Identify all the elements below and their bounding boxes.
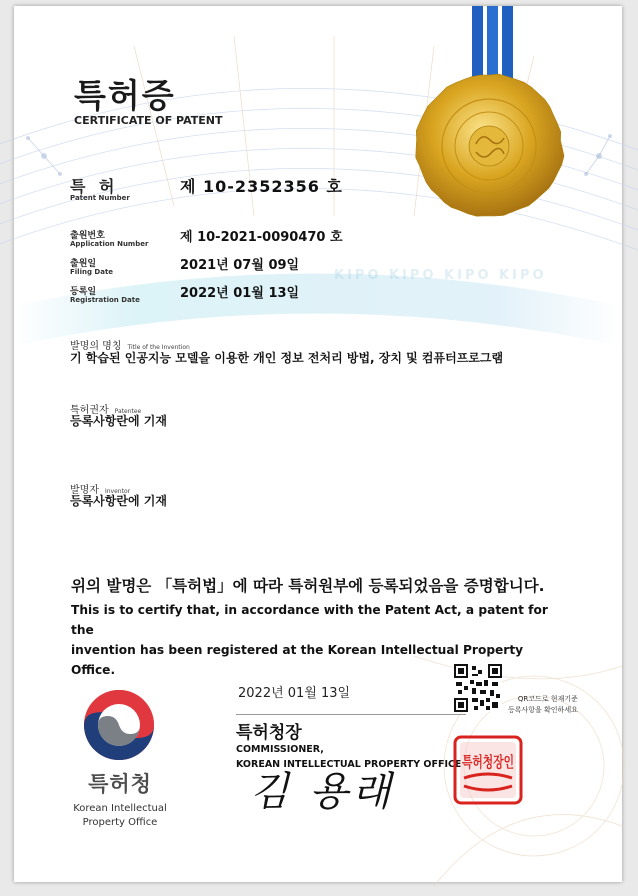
divider-line	[236, 714, 466, 715]
filing-date-label: 출원일	[70, 259, 97, 269]
official-seal-stamp	[452, 734, 524, 806]
gold-seal	[416, 74, 564, 216]
inventor-label-en: Inventor	[104, 488, 131, 495]
qr-instruction	[508, 694, 578, 716]
issue-date: 2022년 01월 13일	[238, 686, 351, 701]
commissioner-title: 특허청장	[236, 723, 302, 743]
commissioner-signature: 김 용래	[250, 769, 395, 815]
patentee-value: 등록사항란에 기재	[70, 414, 167, 428]
certificate-page	[14, 6, 622, 882]
kipo-name-en-line2: Property Office	[82, 817, 158, 828]
kipo-name-ko: 특허청	[88, 772, 152, 796]
inventor-value: 등록사항란에 기재	[70, 494, 167, 508]
patentee-label-en: Patentee	[114, 408, 142, 415]
invention-title-value: 기 학습된 인공지능 모델을 이용한 개인 정보 전처리 방법, 장치 및 컴퓨터프로그램	[70, 351, 504, 365]
invention-title-label: 발명의 명칭	[70, 341, 122, 352]
kipo-name-en	[60, 802, 180, 830]
certificate-subtitle: CERTIFICATE OF PATENT	[74, 114, 223, 127]
application-number-label: 출원번호	[70, 231, 105, 241]
patent-number-value: 제 10-2352356 호	[180, 177, 343, 196]
commissioner-en-line1: COMMISSIONER,	[236, 744, 324, 755]
invention-title-label-en: Title of the Invention	[127, 344, 190, 351]
filing-date-value: 2021년 07월 09일	[180, 258, 300, 273]
certification-en-line2: invention has been registered at the Korean Intellectual Property Office.	[71, 643, 524, 677]
patentee-label: 특허권자	[70, 405, 109, 416]
kipo-watermark: KIPO KIPO KIPO KIPO	[334, 268, 547, 283]
kipo-name-en-line1: Korean Intellectual	[73, 803, 167, 814]
filing-date-label-en: Filing Date	[70, 268, 114, 276]
commissioner-en-line2: KOREAN INTELLECTUAL PROPERTY OFFICE	[236, 759, 462, 770]
kipo-logo-icon	[80, 686, 158, 764]
patent-number-label: 특 허	[70, 177, 119, 196]
application-number-value: 제 10-2021-0090470 호	[180, 230, 343, 245]
patent-number-label-en: Patent Number	[70, 194, 130, 202]
seal-text: 특허청장인	[462, 753, 514, 771]
certification-statement-ko: 위의 발명은 「특허법」에 따라 특허원부에 등록되었음을 증명합니다.	[71, 577, 545, 595]
certification-en-line1: This is to certify that, in accordance with the Patent Act, a patent for the	[71, 603, 548, 637]
qr-instruction-line1: QR코드로 현재기준	[517, 695, 578, 703]
qr-code[interactable]	[454, 664, 502, 712]
registration-date-label-en: Registration Date	[70, 296, 140, 304]
registration-date-label: 등록일	[70, 287, 97, 297]
inventor-label: 발명자	[70, 485, 99, 496]
registration-date-value: 2022년 01월 13일	[180, 286, 300, 301]
certificate-title: 특허증	[74, 76, 176, 115]
application-number-label-en: Application Number	[70, 240, 149, 248]
qr-instruction-line2: 등록사항을 확인하세요	[508, 706, 578, 714]
